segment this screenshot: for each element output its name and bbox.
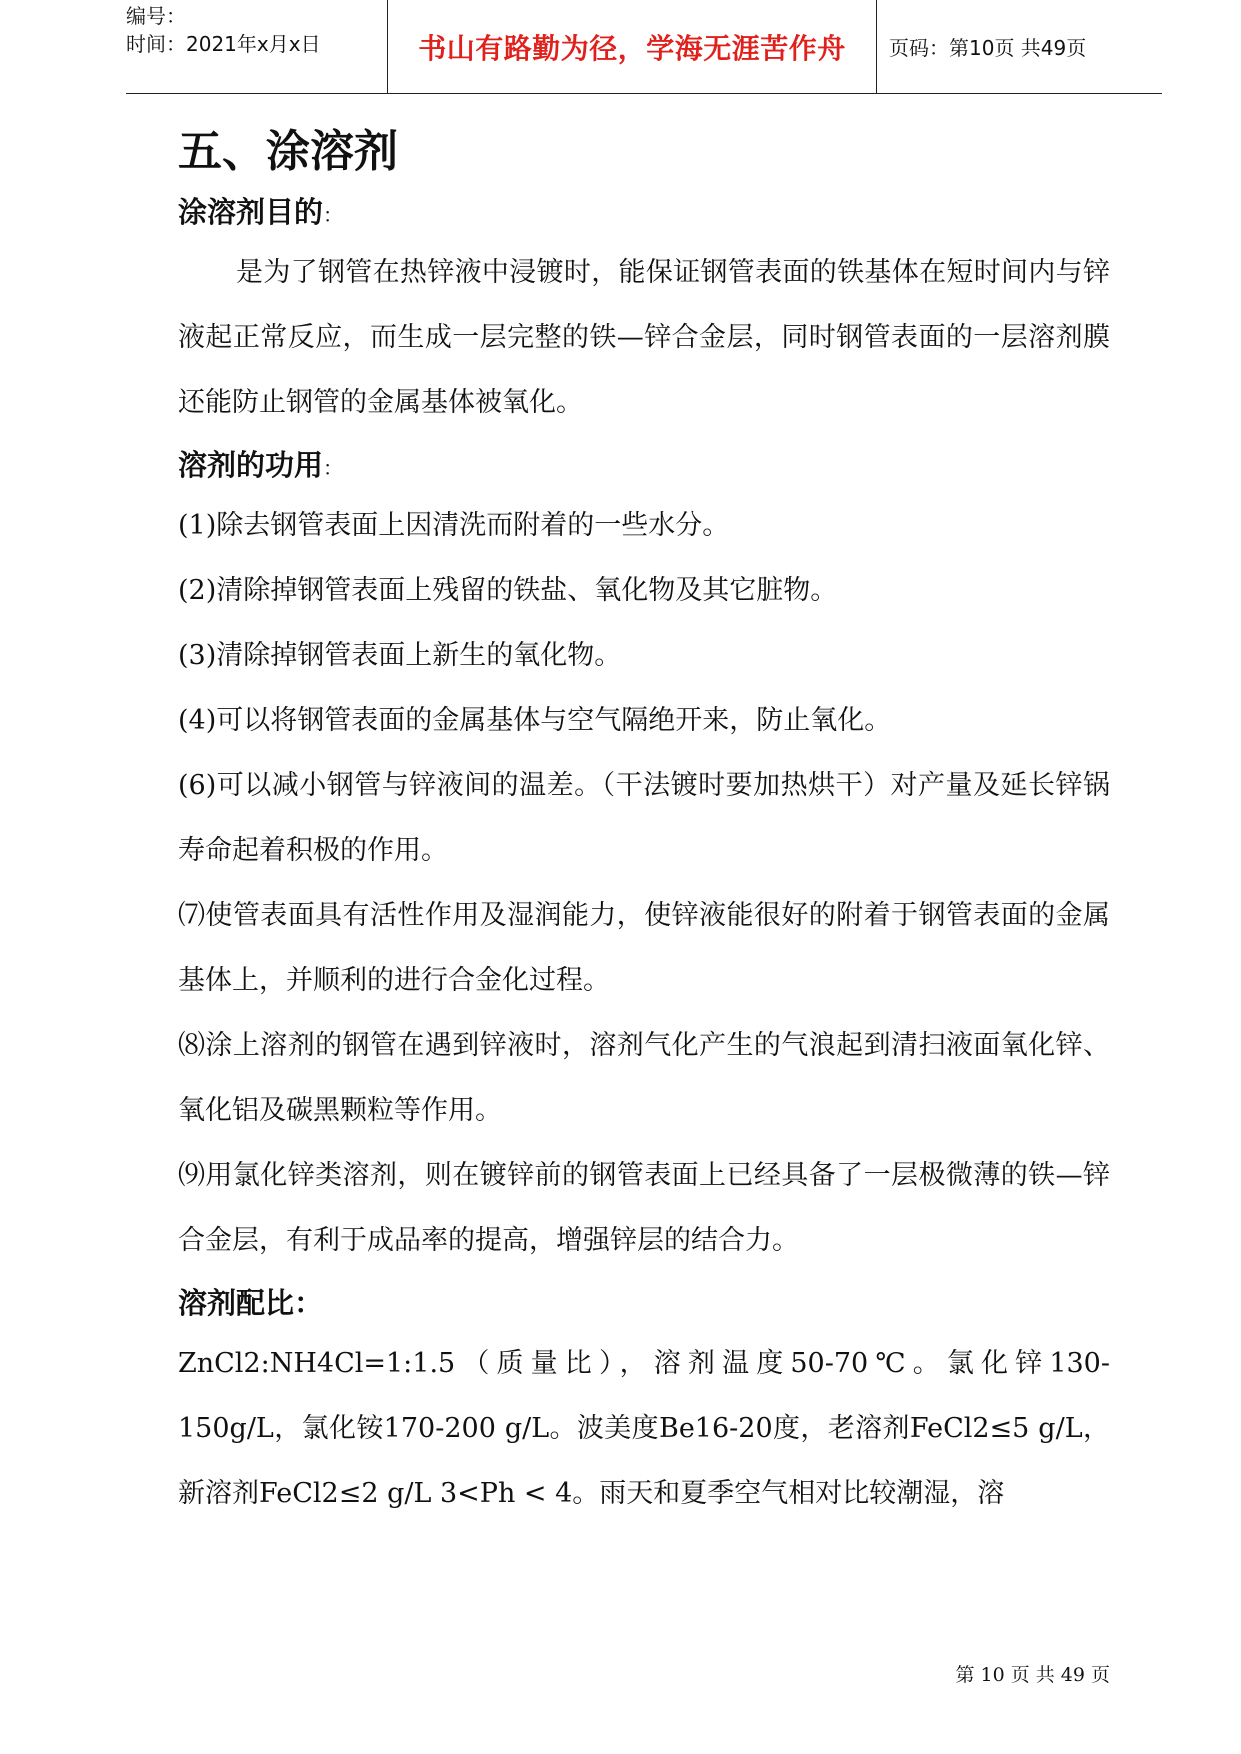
function-heading [178,437,1110,493]
function-item: (2)清除掉钢管表面上残留的铁盐、氧化物及其它脏物。 [178,575,838,606]
function-item: (1)除去钢管表面上因清洗而附着的一些水分。 [178,510,730,541]
colon: ： [323,203,344,227]
page-header [126,0,1162,94]
purpose-heading-text: 涂溶剂目的 [178,195,324,229]
serial-label: 编号： [126,4,186,28]
header-meta [126,0,388,93]
function-item: ⑼用氯化锌类溶剂，则在镀锌前的钢管表面上已经具备了一层极微薄的铁—锌合金层，有利于成品率的提高，增强锌层的结合力。 [178,1160,1110,1256]
function-item: (4)可以将钢管表面的金属基体与空气隔绝开来，防止氧化。 [178,705,892,736]
purpose-paragraph: 是为了钢管在热锌液中浸镀时，能保证钢管表面的铁基体在短时间内与锌液起正常反应，而生成一层完整的铁—锌合金层，同时钢管表面的一层溶剂膜还能防止钢管的金属基体被氧化。 [178,257,1110,418]
page-footer: 第 10 页 共 49 页 [955,1664,1110,1686]
document-body [178,120,1110,1526]
ratio-heading: 溶剂配比： [178,1286,324,1320]
colon: ： [323,456,344,480]
header-page-label: 页码：第10页 共49页 [889,36,1087,60]
function-item: (3)清除掉钢管表面上新生的氧化物。 [178,640,622,671]
ratio-paragraph: ZnCl2:NH4Cl=1:1.5（质量比），溶剂温度50-70℃。氯化锌130-150g/L，氯化铵170-200 g/L。波美度Be16-20度，老溶剂FeCl2≤5 g/L，新溶剂FeCl2≤2 g/L 3<Ph < 4。雨天和夏季空气相对比较潮湿，溶 [178,1348,1110,1509]
function-item: ⑺使管表面具有活性作用及湿润能力，使锌液能很好的附着于钢管表面的金属基体上，并顺利的进行合金化过程。 [178,900,1110,996]
purpose-heading [178,184,1110,240]
time-label: 时间：2021年x月x日 [126,32,321,56]
function-item: (6)可以减小钢管与锌液间的温差。（干法镀时要加热烘干）对产量及延长锌锅寿命起着积极的作用。 [178,770,1110,866]
section-title: 五、涂溶剂 [178,126,398,177]
header-motto: 书山有路勤为径，学海无涯苦作舟 [388,0,877,93]
function-heading-text: 溶剂的功用 [178,448,324,482]
function-item: ⑻涂上溶剂的钢管在遇到锌液时，溶剂气化产生的气浪起到清扫液面氧化锌、氧化铝及碳黑颗粒等作用。 [178,1030,1110,1126]
